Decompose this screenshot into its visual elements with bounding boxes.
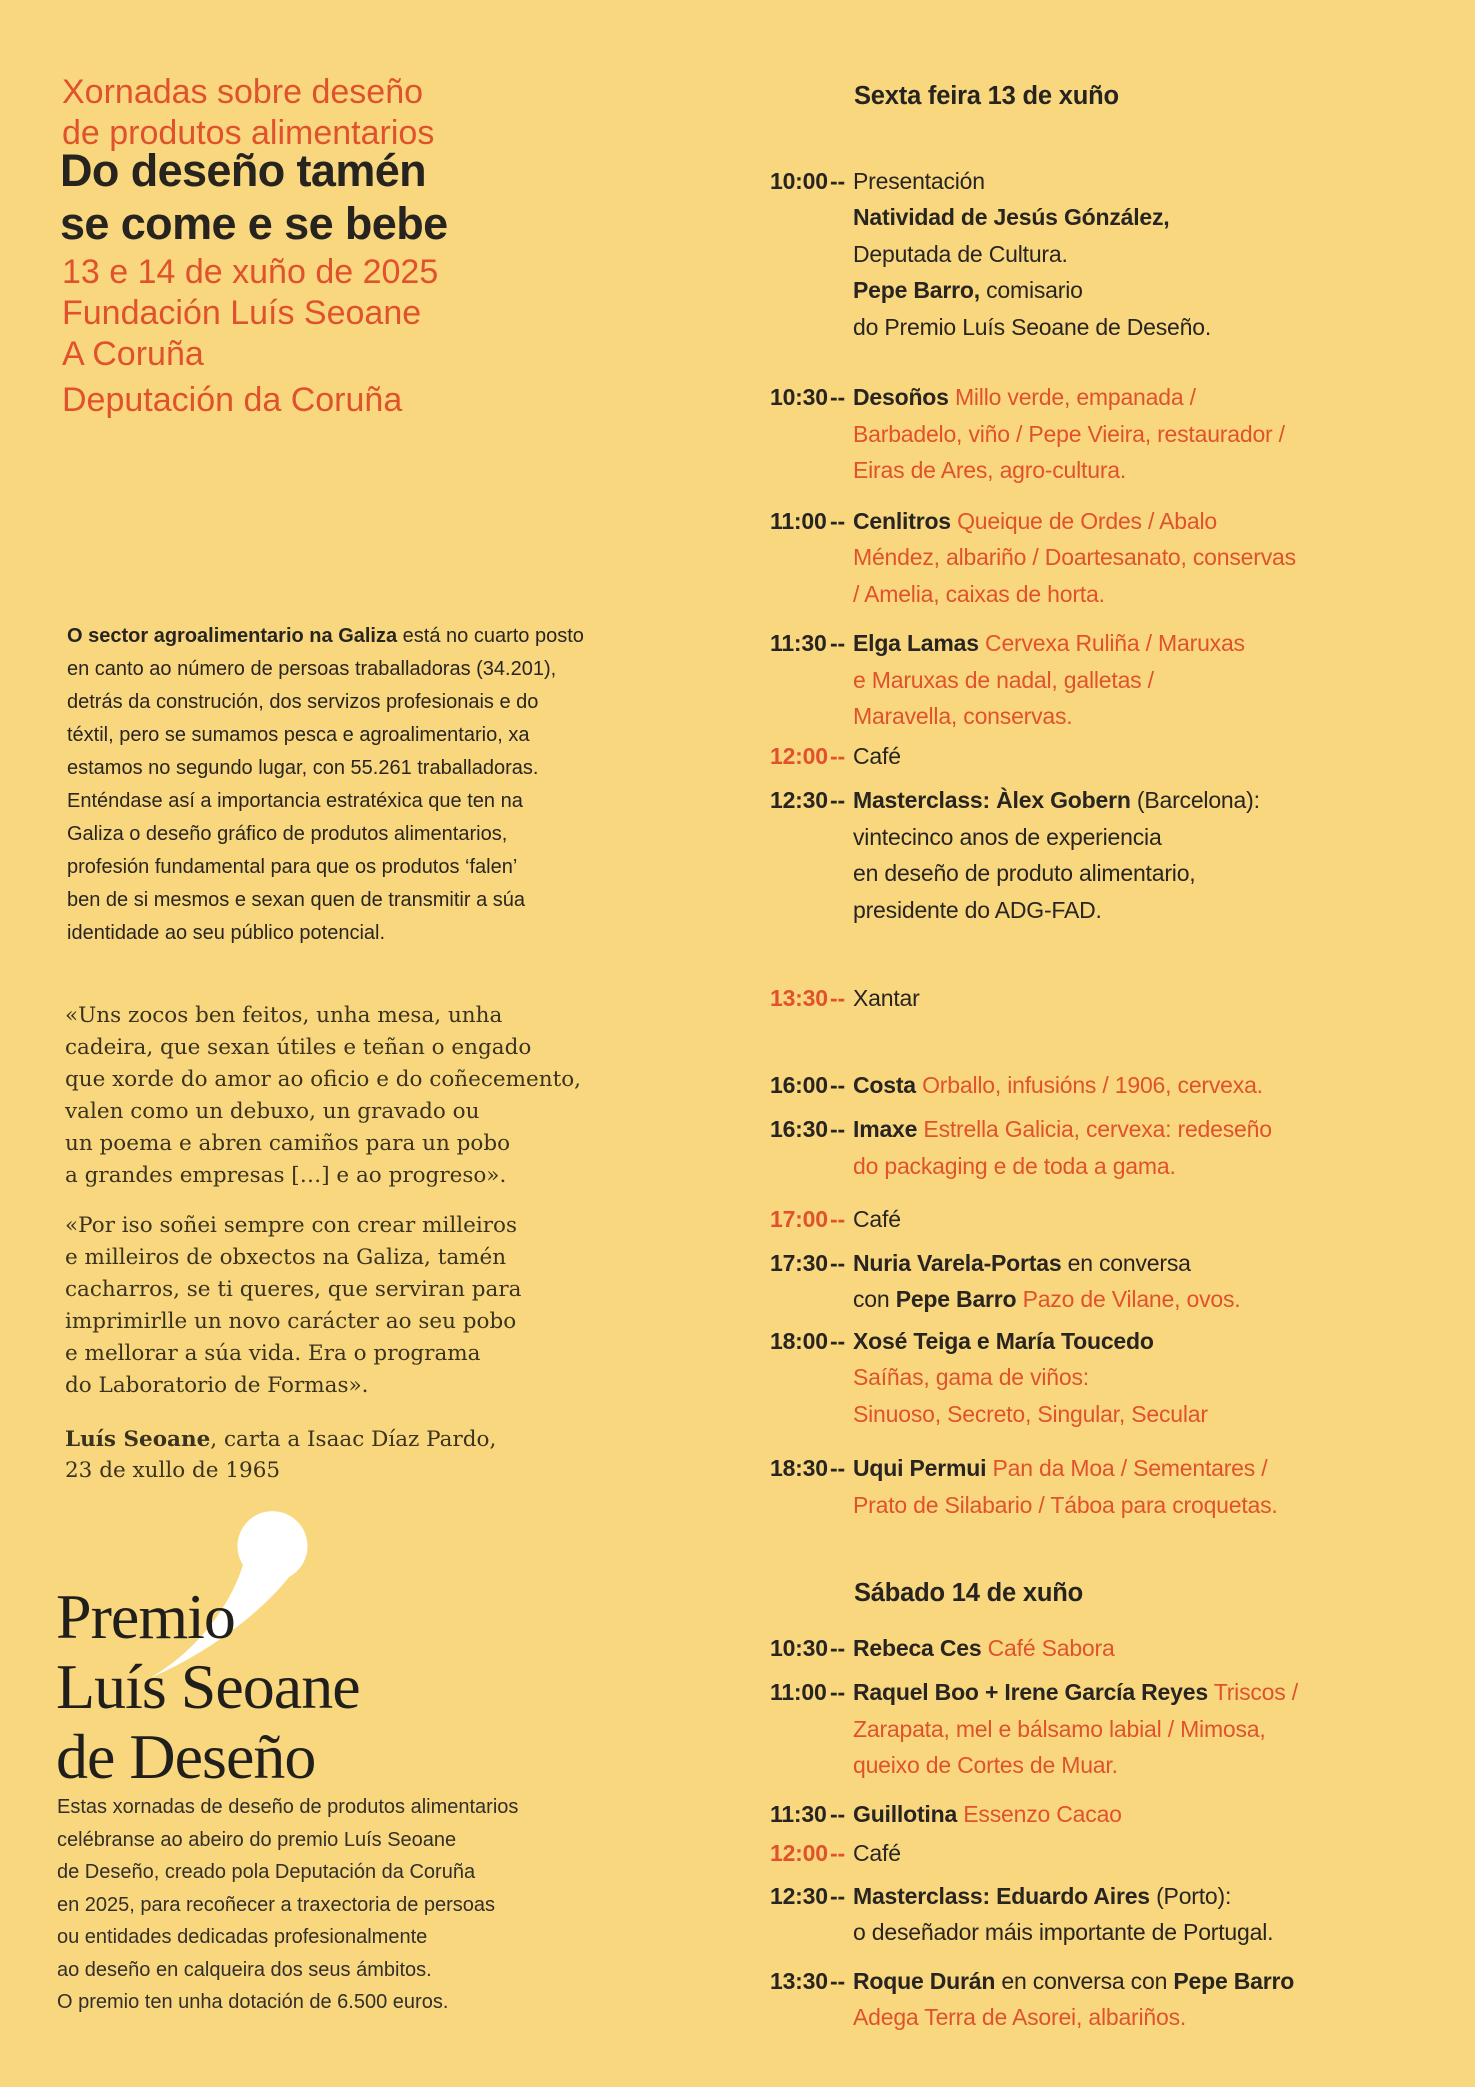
attribution-line — [65, 1424, 496, 1455]
schedule-line — [770, 576, 1470, 613]
schedule-line — [770, 503, 1470, 540]
time-dashes: -- — [830, 787, 845, 813]
text-segment: ben de si mesmos e sexan quen de transmitir a súa — [67, 889, 526, 911]
time-dashes: -- — [830, 742, 845, 769]
text-segment: Prato de Silabario / Táboa para croquetas. — [853, 1491, 1278, 1518]
schedule-line — [770, 980, 1470, 1017]
schedule-line — [770, 1323, 1470, 1360]
schedule-entry — [770, 503, 1470, 613]
schedule-entry — [770, 163, 1470, 346]
entry-time: 17:30 — [770, 1249, 828, 1276]
text-segment: Guillotina — [853, 1800, 958, 1827]
text-segment: Xantar — [853, 985, 920, 1011]
quote-2 — [65, 1210, 521, 1402]
schedule-line — [770, 1878, 1470, 1915]
schedule-line — [770, 236, 1470, 273]
schedule-line — [770, 163, 1470, 200]
schedule-entry — [770, 625, 1470, 735]
organizer: Deputación da Coruña — [62, 381, 403, 419]
entry-time: 11:00 — [770, 507, 827, 534]
text-segment: presidente do ADG-FAD. — [853, 896, 1102, 923]
intro-line — [67, 653, 584, 686]
text-segment: Estrella Galicia, cervexa: redeseño — [923, 1116, 1272, 1142]
entry-time: 11:00 — [770, 1679, 827, 1705]
schedule-entry — [770, 1630, 1470, 1667]
schedule-line — [770, 1914, 1470, 1951]
quote-attribution — [65, 1424, 496, 1486]
schedule-line — [770, 1674, 1470, 1711]
attribution-line — [65, 1455, 496, 1486]
intro-line — [67, 851, 584, 884]
text-segment: Natividad de Jesús Gónzález, — [853, 204, 1170, 230]
schedule-line — [770, 309, 1470, 346]
text-segment: téxtil, pero se sumamos pesca e agroalimentario, xa — [67, 724, 530, 746]
quote-line: «Uns zocos ben feitos, unha mesa, unha — [65, 1003, 503, 1028]
text-segment: en conversa — [1061, 1249, 1191, 1276]
text-segment: Eiras de Ares, agro-cultura. — [853, 457, 1127, 483]
schedule-line — [770, 1281, 1470, 1318]
text-segment: 23 de xullo de 1965 — [65, 1458, 281, 1483]
text-segment: (Porto): — [1149, 1882, 1232, 1909]
schedule-line — [770, 1963, 1470, 2000]
schedule-line — [770, 379, 1470, 416]
text-segment: vintecinco anos de experiencia — [853, 823, 1162, 850]
event-date-location — [62, 252, 438, 375]
text-segment: profesión fundamental para que os produtos ‘falen’ — [67, 856, 518, 878]
quote-line: «Por iso soñei sempre con crear milleiros — [65, 1213, 518, 1238]
time-dashes: -- — [830, 985, 845, 1011]
schedule-line — [770, 416, 1470, 453]
schedule-entry — [770, 379, 1470, 489]
entry-time: 16:30 — [770, 1116, 828, 1142]
text-segment: Masterclass: Eduardo Aires — [853, 1882, 1150, 1909]
schedule-entry — [770, 1796, 1470, 1833]
schedule-entry — [770, 782, 1470, 928]
schedule-line — [770, 1111, 1470, 1148]
text-segment: Galiza o deseño gráfico de produtos alimentarios, — [67, 823, 508, 845]
kicker-line: Xornadas sobre deseño — [62, 73, 424, 111]
text-segment: Raquel Boo + Irene García Reyes — [853, 1679, 1208, 1705]
text-segment: , carta a Isaac Díaz Pardo, — [210, 1427, 497, 1452]
text-segment: Roque Durán — [853, 1967, 996, 1994]
quote-line: e mellorar a súa vida. Era o programa — [65, 1341, 481, 1366]
schedule-line — [770, 539, 1470, 576]
schedule-line — [770, 855, 1470, 892]
time-dashes: -- — [830, 1882, 845, 1909]
entry-time: 18:30 — [770, 1455, 828, 1481]
text-segment: Imaxe — [853, 1116, 918, 1142]
text-segment: Masterclass: Àlex Gobern — [853, 787, 1131, 813]
award-logotype-line: de Deseño — [56, 1721, 316, 1792]
entry-time: 12:30 — [770, 787, 828, 813]
text-segment: Presentación — [853, 167, 985, 194]
schedule-entry — [770, 1674, 1470, 1784]
kicker — [62, 72, 434, 154]
award-logotype — [56, 1582, 360, 1792]
text-segment: Elga Lamas — [853, 630, 979, 656]
time-dashes: -- — [830, 1249, 845, 1276]
schedule-line — [770, 1630, 1470, 1667]
text-segment: (Barcelona): — [1130, 787, 1260, 813]
schedule-line — [770, 1201, 1470, 1238]
award-logotype-line: Luís Seoane — [56, 1651, 360, 1722]
schedule-line — [770, 625, 1470, 662]
text-segment: en deseño de produto alimentario, — [853, 860, 1196, 886]
schedule-line — [770, 1711, 1470, 1748]
intro-line — [67, 785, 584, 818]
date-line: 13 e 14 de xuño de 2025 — [62, 253, 439, 291]
quote-line: un poema e abren camiños para un pobo — [65, 1131, 511, 1156]
award-description-line: en 2025, para recoñecer a traxectoria de persoas — [57, 1893, 496, 1916]
award-description-line: Estas xornadas de deseño de produtos alimentarios — [57, 1796, 519, 1818]
intro-line — [67, 884, 584, 917]
text-segment: O sector agroalimentario na Galiza — [67, 625, 398, 647]
quote-line: e milleiros de obxectos na Galiza, tamén — [65, 1245, 507, 1270]
text-segment: Café Sabora — [987, 1634, 1115, 1661]
quote-line: a grandes empresas […] e ao progreso». — [65, 1163, 507, 1188]
schedule-line — [770, 1067, 1470, 1104]
text-segment: Pepe Barro — [1173, 1967, 1295, 1994]
schedule-entry — [770, 980, 1470, 1017]
schedule-line — [770, 1796, 1470, 1833]
text-segment: Uqui Permui — [853, 1455, 987, 1481]
text-segment: con — [853, 1286, 896, 1312]
text-segment: detrás da construción, dos servizos profesionais e do — [67, 691, 539, 713]
text-segment: en conversa con — [995, 1967, 1174, 1994]
entry-time: 18:00 — [770, 1327, 828, 1354]
entry-time: 13:30 — [770, 1967, 828, 1994]
schedule-entry — [770, 1245, 1470, 1318]
text-segment: Xosé Teiga e María Toucedo — [853, 1327, 1154, 1354]
text-segment: do Premio Luís Seoane de Deseño. — [853, 313, 1212, 340]
text-segment: Pan da Moa / Sementares / — [992, 1455, 1268, 1481]
schedule-line — [770, 1148, 1470, 1185]
quote-line: cacharros, se ti queres, que serviran para — [65, 1277, 522, 1302]
text-segment: Cervexa Ruliña / Maruxas — [985, 630, 1245, 656]
time-dashes: -- — [830, 630, 845, 656]
schedule-entry — [770, 1201, 1470, 1238]
award-description-line: celébranse ao abeiro do premio Luís Seoane — [57, 1828, 457, 1851]
title-line: se come e se bebe — [60, 198, 448, 249]
schedule-line — [770, 782, 1470, 819]
text-segment: comisario — [979, 277, 1083, 303]
text-segment: Enténdase así a importancia estratéxica que ten na — [67, 790, 523, 812]
text-segment: Pazo de Vilane, ovos. — [1022, 1286, 1241, 1312]
schedule-line — [770, 1359, 1470, 1396]
day-section-title: Sexta feira 13 de xuño — [854, 82, 1119, 110]
entry-time: 11:30 — [770, 630, 827, 656]
text-segment: Café — [853, 1840, 901, 1866]
text-segment: Nuria Varela-Portas — [853, 1249, 1062, 1276]
title-line: Do deseño tamén — [60, 145, 427, 196]
schedule-line — [770, 1747, 1470, 1784]
entry-time: 13:30 — [770, 985, 828, 1011]
schedule — [770, 64, 1470, 2036]
entry-time: 10:00 — [770, 167, 828, 194]
award-description-line: ou entidades dedicadas profesionalmente — [57, 1926, 428, 1948]
award-description-line: de Deseño, creado pola Deputación da Coruña — [57, 1861, 476, 1883]
text-segment: Café — [853, 742, 901, 769]
day-section-title: Sábado 14 de xuño — [854, 1579, 1083, 1607]
time-dashes: -- — [830, 1071, 845, 1098]
intro-line — [67, 752, 584, 785]
time-dashes: -- — [830, 1679, 845, 1705]
time-dashes: -- — [830, 384, 845, 410]
quote-line: valen como un debuxo, un gravado ou — [65, 1099, 480, 1124]
text-segment: estamos no segundo lugar, con 55.261 traballadoras. — [67, 757, 539, 779]
schedule-line — [770, 1450, 1470, 1487]
entry-time: 16:00 — [770, 1071, 828, 1098]
time-dashes: -- — [830, 1455, 845, 1481]
text-segment: Luís Seoane — [65, 1427, 211, 1452]
schedule-entry — [770, 1878, 1470, 1951]
schedule-entry — [770, 1323, 1470, 1433]
intro-line — [67, 686, 584, 719]
award-description — [57, 1791, 518, 2019]
schedule-line — [770, 199, 1470, 236]
time-dashes: -- — [830, 507, 845, 534]
schedule-line — [770, 738, 1470, 775]
kicker-line: de produtos alimentarios — [62, 114, 435, 152]
text-segment: Sinuoso, Secreto, Singular, Secular — [853, 1400, 1208, 1427]
text-segment: está no cuarto posto — [397, 625, 584, 647]
text-segment: Saíñas, gama de viños: — [853, 1364, 1089, 1390]
schedule-line — [770, 698, 1470, 735]
entry-time: 11:30 — [770, 1800, 827, 1827]
time-dashes: -- — [830, 1327, 845, 1354]
text-segment: Desoños — [853, 384, 949, 410]
text-segment: Rebeca Ces — [853, 1634, 982, 1661]
schedule-line — [770, 1835, 1470, 1872]
text-segment: Triscos / — [1213, 1679, 1298, 1705]
text-segment: Millo verde, empanada / — [954, 384, 1196, 410]
award-description-line: O premio ten unha dotación de 6.500 euros. — [57, 1991, 449, 2013]
quote-line: cadeira, que sexan útiles e teñan o engado — [65, 1035, 532, 1060]
schedule-line — [770, 1487, 1470, 1524]
schedule-line — [770, 819, 1470, 856]
intro-line — [67, 818, 584, 851]
schedule-line — [770, 892, 1470, 929]
text-segment: identidade ao seu público potencial. — [67, 922, 386, 944]
text-segment: Deputada de Cultura. — [853, 240, 1068, 267]
schedule-line — [770, 1999, 1470, 2036]
quote-line: imprimirlle un novo carácter ao seu pobo — [65, 1309, 517, 1334]
entry-time: 17:00 — [770, 1206, 828, 1232]
schedule-line — [770, 662, 1470, 699]
entry-time: 12:30 — [770, 1882, 828, 1909]
schedule-entry — [770, 1450, 1470, 1523]
time-dashes: -- — [830, 1800, 845, 1827]
schedule-line — [770, 1396, 1470, 1433]
text-segment: en canto ao número de persoas traballadoras (34.201), — [67, 658, 557, 680]
text-segment: Queique de Ordes / Abalo — [957, 507, 1217, 534]
text-segment: o deseñador máis importante de Portugal. — [853, 1919, 1274, 1945]
text-segment: Zarapata, mel e bálsamo labial / Mimosa, — [853, 1715, 1266, 1742]
quote-line: que xorde do amor ao oficio e do coñecemento, — [65, 1067, 582, 1092]
schedule-entry — [770, 1835, 1470, 1872]
text-segment: Orballo, infusións / 1906, cervexa. — [922, 1071, 1263, 1098]
text-segment: Café — [853, 1206, 901, 1232]
text-segment: Pepe Barro, — [853, 277, 980, 303]
text-segment: Essenzo Cacao — [963, 1800, 1122, 1827]
schedule-line — [770, 1245, 1470, 1282]
time-dashes: -- — [830, 167, 845, 194]
text-segment: e Maruxas de nadal, galletas / — [853, 666, 1154, 693]
time-dashes: -- — [830, 1116, 845, 1142]
quote-line: do Laboratorio de Formas». — [65, 1373, 369, 1398]
time-dashes: -- — [830, 1840, 845, 1866]
text-segment: Pepe Barro — [895, 1286, 1017, 1312]
schedule-entry — [770, 1963, 1470, 2036]
text-segment: Barbadelo, viño / Pepe Vieira, restaurador / — [853, 420, 1285, 447]
schedule-line — [770, 452, 1470, 489]
page-title — [60, 144, 448, 250]
text-segment: queixo de Cortes de Muar. — [853, 1752, 1118, 1778]
text-segment: do packaging e de toda a gama. — [853, 1152, 1176, 1179]
schedule-line — [770, 272, 1470, 309]
text-segment: Méndez, albariño / Doartesanato, conservas — [853, 544, 1296, 570]
date-line: A Coruña — [62, 335, 204, 373]
time-dashes: -- — [830, 1634, 845, 1661]
time-dashes: -- — [830, 1967, 845, 1994]
text-segment: Adega Terra de Asorei, albariños. — [853, 2004, 1187, 2030]
text-segment: Maravella, conservas. — [853, 703, 1073, 729]
quote-1 — [65, 1000, 581, 1192]
intro-line — [67, 620, 584, 653]
text-segment: Costa — [853, 1071, 916, 1098]
entry-time: 10:30 — [770, 384, 828, 410]
text-segment: / Amelia, caixas de horta. — [853, 580, 1105, 607]
intro-line — [67, 719, 584, 752]
award-logotype-line: Premio — [56, 1581, 235, 1652]
intro-paragraph — [67, 620, 584, 950]
schedule-entry — [770, 1067, 1470, 1104]
award-description-line: ao deseño en calqueira dos seus ámbitos. — [57, 1958, 432, 1981]
entry-time: 10:30 — [770, 1634, 828, 1661]
schedule-entry — [770, 738, 1470, 775]
entry-time: 12:00 — [770, 742, 828, 769]
text-segment: Cenlitros — [853, 507, 951, 534]
time-dashes: -- — [830, 1206, 845, 1232]
schedule-entry — [770, 1111, 1470, 1184]
intro-line — [67, 917, 584, 950]
date-line: Fundación Luís Seoane — [62, 294, 422, 332]
entry-time: 12:00 — [770, 1840, 828, 1866]
